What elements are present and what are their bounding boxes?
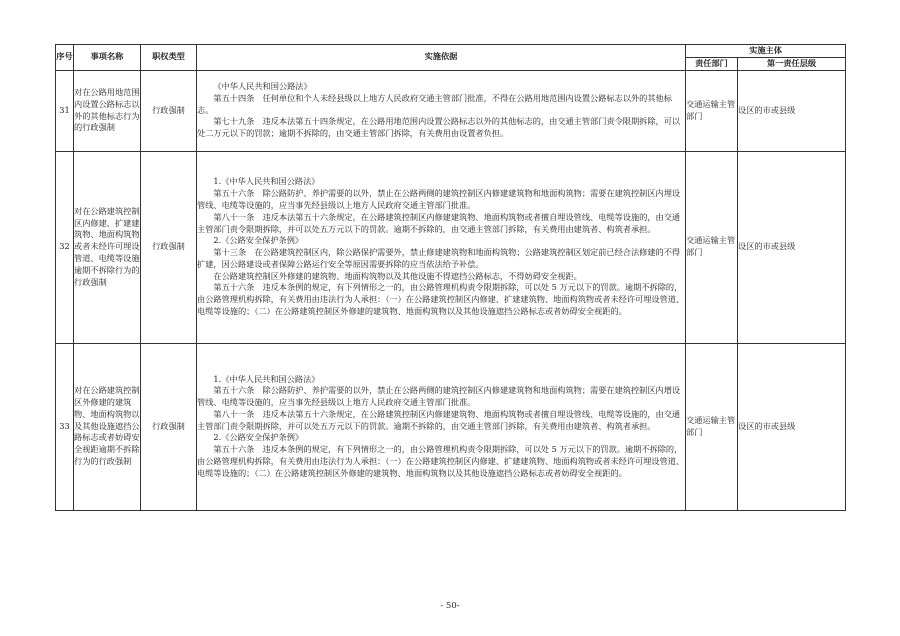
basis-paragraph: 第五十六条 除公路防护、养护需要的以外，禁止在公路两侧的建筑控制区内修建建筑物和地面构筑物；需要在建筑控制区内增设管线、电缆等设施的，应当事先经县级以上地方人民政府交通主管部门批准。 — [197, 385, 681, 408]
table-row — [56, 343, 846, 510]
row-type: 行政强制 — [141, 70, 197, 151]
row-basis — [197, 151, 686, 343]
basis-paragraph: 《中华人民共和国公路法》 — [213, 81, 312, 92]
row-dept: 交通运输主管部门 — [686, 151, 738, 343]
basis-paragraph: 第五十四条 任何单位和个人未经县级以上地方人民政府交通主管部门批准，不得在公路用地范围内设置公路标志以外的其他标志。 — [197, 92, 672, 115]
row-level: 设区的市或县级 — [738, 151, 846, 343]
basis-paragraph: 第五十六条 除公路防护、养护需要的以外，禁止在公路两侧的建筑控制区内修建建筑物和地面构筑物；需要在建筑控制区内埋设管线、电缆等设施的，应当事先经县级以上地方人民政府交通主管部门批准。 — [197, 188, 681, 210]
header-dept: 责任部门 — [686, 57, 738, 70]
row-seq: 32 — [56, 151, 74, 343]
row-seq: 31 — [56, 70, 74, 151]
basis-paragraph: 第七十九条 违反本法第五十四条规定，在公路用地范围内设置公路标志以外的其他标志的，由交通主管部门责令限期拆除，可以处二万元以下的罚款；逾期不拆除的，由交通主管部门拆除，有关费用由设置者负担。 — [197, 116, 681, 139]
table-row — [56, 70, 846, 151]
header-name: 事项名称 — [74, 45, 141, 71]
row-dept: 交通运输主管部门 — [686, 343, 738, 510]
header-type: 职权类型 — [141, 45, 197, 71]
basis-paragraph: 第五十六条 违反本条例的规定，有下列情形之一的，由公路管理机构责令限期拆除，可以处 5 万元以下的罚款。逾期不拆除的，由公路管理机构拆除，有关费用由违法行为人承担：（一）在公路建筑控制区内修建、扩建建筑物、地面构筑物或者未经许可埋设管道、电缆等设施的；（二）在公路建筑控制区外修建的建筑物、地面构筑物以及其他设施遮挡公路标志或者妨碍安全视距的。 — [197, 282, 685, 317]
row-type: 行政强制 — [141, 343, 197, 510]
row-seq: 33 — [56, 343, 74, 510]
basis-paragraph: 第五十六条 违反本条例的规定，有下列情形之一的，由公路管理机构责令限期拆除，可以处 5 万元以下的罚款。逾期不拆除的，由公路管理机构拆除，有关费用由违法行为人承担：（一）在公路建筑控制区内修建、扩建建筑物、地面构筑物或者未经许可埋设管道、电缆等设施的；（二）在公路建筑控制区外修建的建筑物、地面构筑物以及其他设施遮挡公路标志或者妨碍安全视距的。 — [197, 444, 685, 478]
basis-paragraph: 2.《公路安全保护条例》 — [213, 235, 304, 246]
header-basis: 实施依据 — [197, 45, 686, 71]
basis-paragraph: 第八十一条 违反本法第五十六条规定，在公路建筑控制区内修建建筑物、地面构筑物或者擅自埋设管线、电缆等设施的，由交通主管部门责令限期拆除，并可以处五万元以下的罚款。逾期不拆除的，由交通主管部门拆除，有关费用由建筑者、构筑者承担。 — [197, 211, 681, 234]
row-dept: 交通运输主管部门 — [686, 70, 738, 151]
header-level: 第一责任层级 — [738, 57, 846, 70]
basis-paragraph: 1.《中华人民共和国公路法》 — [213, 373, 320, 384]
row-name: 对在公路建筑控制区内修建、扩建建筑物、地面构筑物或者未经许可埋设管道、电缆等设施逾期不拆除行为的行政强制 — [74, 151, 141, 343]
row-name: 对在公路建筑控制区外修建的建筑物、地面构筑物以及其他设施遮挡公路标志或者妨碍安全视距逾期不拆除行为的行政强制 — [74, 343, 141, 510]
basis-paragraph: 在公路建筑控制区外修建的建筑物、地面构筑物以及其他设施不得遮挡公路标志，不得妨碍安全视距。 — [213, 270, 582, 281]
row-basis — [197, 70, 686, 151]
basis-paragraph: 2.《公路安全保护条例》 — [213, 432, 304, 443]
table-row — [56, 151, 846, 343]
row-basis — [197, 343, 686, 510]
row-level: 设区的市或县级 — [738, 70, 846, 151]
page-number: - 50- — [440, 601, 460, 611]
basis-paragraph: 第八十一条 违反本法第五十六条规定，在公路建筑控制区内修建建筑物、地面构筑物或者擅自埋设管线、电缆等设施的，由交通主管部门责令限期拆除，并可以处五万元以下的罚款。逾期不拆除的，由交通主管部门拆除，有关费用由建筑者、构筑者承担。 — [197, 408, 681, 431]
header-seq: 序号 — [56, 45, 74, 71]
basis-paragraph: 第十三条 在公路建筑控制区内，除公路保护需要外，禁止修建建筑物和地面构筑物；公路建筑控制区划定前已经合法修建的不得扩建，因公路建设或者保障公路运行安全等原因需要拆除的应当依法给予补偿。 — [197, 247, 681, 269]
header-subject: 实施主体 — [686, 45, 846, 58]
row-level: 设区的市或县级 — [738, 343, 846, 510]
basis-paragraph: 1.《中华人民共和国公路法》 — [213, 176, 320, 187]
row-type: 行政强制 — [141, 151, 197, 343]
authority-table — [55, 44, 846, 511]
row-name: 对在公路用地范围内设置公路标志以外的其他标志行为的行政强制 — [74, 70, 141, 151]
